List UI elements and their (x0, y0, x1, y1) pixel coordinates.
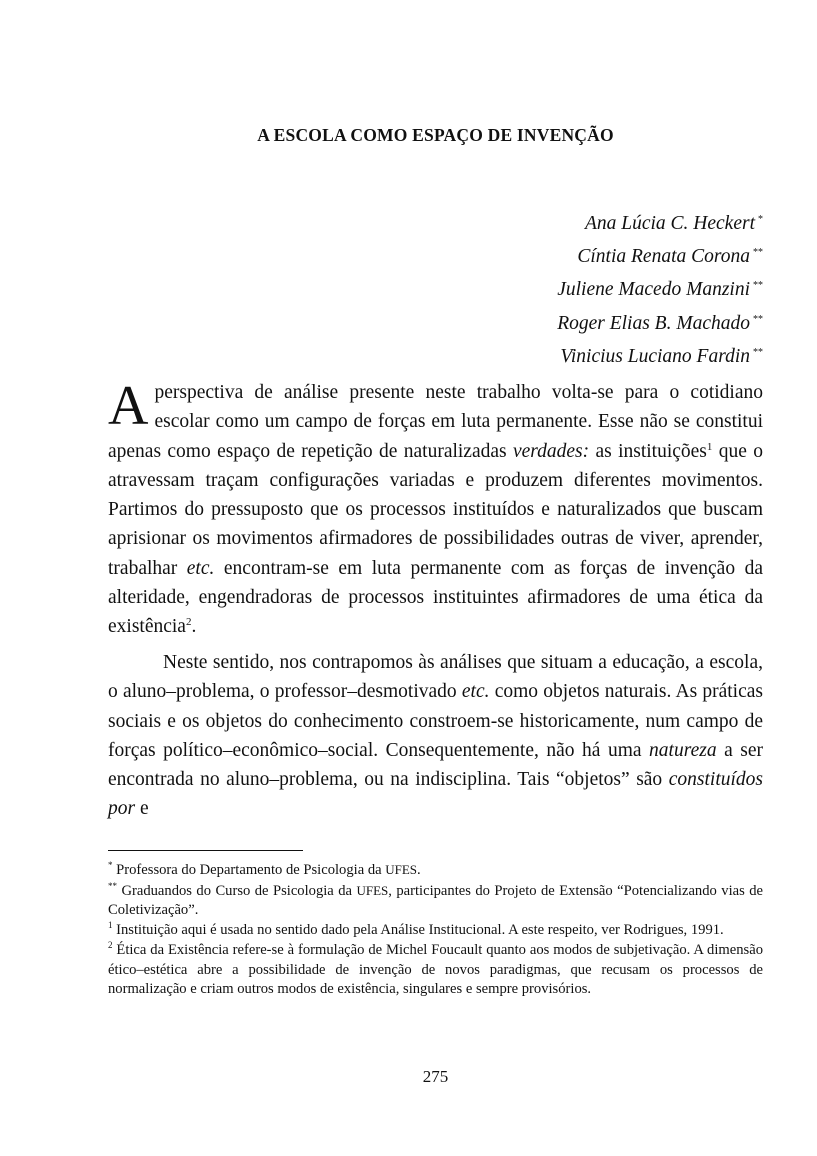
paragraph-text: como objetos naturais. As práticas sociais e os objetos do conhecimento constroem-se historicamente, num campo de forças político–econômico–social. Consequentemente, não há uma (108, 681, 763, 761)
author-name: Vinicius Luciano Fardin (560, 345, 750, 367)
page-number: 275 (422, 1067, 449, 1086)
paragraph-text: a ser encontrada no aluno–problema, ou na indisciplina. Tais “objetos” são (108, 739, 763, 791)
paragraph-text: e (135, 798, 149, 820)
footnote-mark: 1 (108, 920, 113, 931)
author-line (557, 305, 763, 338)
paragraph-text: perspectiva de análise presente neste trabalho volta-se para o cotidiano escolar como um campo de forças em luta permanente. Esse não se constitui apenas como espaço de repetição de naturalizadas (108, 382, 763, 462)
footnote (108, 941, 763, 1000)
footnote-text: . (417, 862, 421, 878)
author-footnote-mark: ** (753, 247, 763, 259)
author-name: Roger Elias B. Machado (557, 312, 750, 334)
author-name: Ana Lúcia C. Heckert (584, 213, 755, 234)
footnote-mark: 2 (108, 939, 113, 950)
body-paragraph-2 (108, 648, 763, 824)
italic-term: constituídos por (108, 769, 763, 820)
footnote-text: Ética da Existência refere-se à formulação de Michel Foucault quanto aos modos de subjetivação. A dimensão ético–estética abre a possibilidade de invenção de novos paradigmas, que recusam os processos de normalização e criam outros modos de existência, singulares e sempre provisórios. (108, 941, 763, 998)
paragraph-text: as instituições (589, 440, 707, 462)
italic-term: verdades: (512, 440, 590, 462)
footnote-divider (108, 850, 303, 851)
author-list (557, 205, 763, 371)
author-name: Juliene Macedo Manzini (557, 279, 750, 301)
footnote-text: Graduandos do Curso de Psicologia da (117, 882, 357, 899)
author-footnote-mark: ** (753, 346, 763, 358)
paragraph-text: . (191, 616, 197, 638)
author-footnote-mark: * (758, 214, 763, 225)
paragraph-text: encontram-se em luta permanente com as forças de invenção da alteridade, engendradoras de processos instituintes afirmadores de uma ética da existência (108, 557, 763, 638)
italic-term: etc. (461, 681, 490, 703)
author-line (557, 205, 763, 238)
footnote-text: , participantes do Projeto de Extensão “Potencializando vias de Coletivização”. (108, 882, 763, 919)
footnote-ref: 1 (706, 440, 713, 453)
article-title: A ESCOLA COMO ESPAÇO DE INVENÇÃO (257, 125, 614, 145)
author-name: Cíntia Renata Corona (577, 246, 750, 268)
footnote-ref: 2 (185, 616, 192, 629)
italic-term: etc. (186, 557, 215, 579)
footnote (108, 860, 763, 881)
footnote-abbr: UFES (385, 862, 418, 877)
author-line (557, 238, 763, 271)
footnote-abbr: UFES (356, 882, 389, 898)
body-paragraph-1 (108, 375, 763, 642)
drop-cap: A (108, 375, 149, 437)
footnote-mark: ** (108, 880, 117, 891)
footnote (108, 921, 763, 941)
paragraph-text: que o atravessam traçam configurações variadas e produzem diferentes movimentos. Partimos do pressuposto que os processos instituídos e naturalizados que buscam aprisionar os movimentos afirmadores de possibilidades outras de viver, aprender, trabalhar (108, 440, 763, 579)
italic-term: natureza (649, 739, 717, 761)
footnote-text: Instituição aqui é usada no sentido dado pela Análise Institucional. A este respeito, ver Rodrigues, 1991. (112, 922, 724, 939)
author-line (557, 338, 763, 371)
footnote (108, 881, 763, 921)
footnotes (108, 860, 763, 1000)
paragraph-text: Neste sentido, nos contrapomos às análises que situam a educação, a escola, o aluno–problema, o professor–desmotivado (108, 652, 763, 703)
author-footnote-mark: ** (753, 280, 763, 292)
footnote-text: Professora do Departamento de Psicologia da (112, 862, 386, 878)
author-footnote-mark: ** (753, 313, 763, 325)
author-line (557, 271, 763, 304)
footnote-mark: * (108, 860, 113, 870)
